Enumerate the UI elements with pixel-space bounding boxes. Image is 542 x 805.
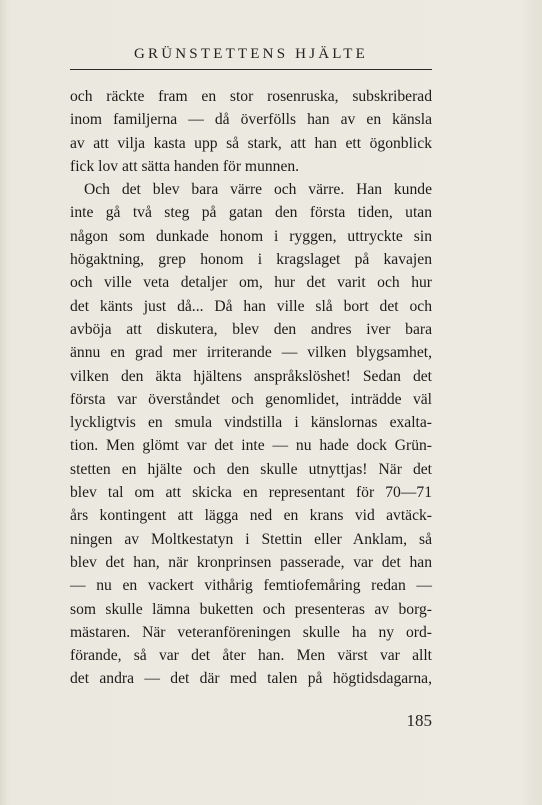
header-rule (70, 69, 432, 70)
text-line: lyckligtvis en smula vindstilla i känslornas exalta- (70, 414, 432, 432)
text-line: inte gå två steg på gatan den första tiden, utan (70, 204, 432, 222)
text-line: fick lov att sätta handen för munnen. (70, 157, 300, 175)
text-line: av att vilja kasta upp så stark, att han ett ögonblick (70, 134, 432, 152)
text-line: och ville veta detaljer om, hur det varit och hur (70, 274, 432, 292)
text-line: ännu en grad mer irriterande — vilken blygsamhet, (70, 344, 432, 362)
text-line: högaktning, grep honom i kragslaget på kavajen (70, 251, 432, 269)
text-line: stetten en hjälte och den skulle utnyttjas! När det (70, 460, 432, 478)
text-line: — nu en vackert vithårig femtiofemåring redan — (70, 577, 432, 595)
text-line: inom familjerna — då överfölls han av en känsla (70, 111, 432, 129)
text-line: mästaren. När veteranföreningen skulle ha ny ord- (70, 623, 432, 641)
page-number: 185 (406, 711, 432, 730)
text-line: vilken den äkta hjältens anspråkslöshet! Sedan det (70, 367, 432, 385)
text-line: avböja att diskutera, blev den andres iver bara (70, 320, 432, 338)
text-line: blev det han, när kronprinsen passerade, var det han (70, 553, 432, 571)
text-line: blev tal om att skicka en representant för 70—71 (70, 484, 432, 502)
text-line: tion. Men glömt var det inte — nu hade dock Grün- (70, 437, 432, 455)
text-line: förande, så var det åter han. Men värst var allt (70, 647, 432, 665)
text-line: som skulle lämna buketten och presenteras av borg- (70, 600, 432, 618)
text-line: ningen av Moltkestatyn i Stettin eller Anklam, så (70, 530, 432, 548)
body-text (70, 85, 432, 691)
text-line: det andra — det där med talen på högtidsdagarna, (70, 670, 432, 688)
text-line: det känts just då... Då han ville slå bort det och (70, 297, 432, 315)
text-line: någon som dunkade honom i ryggen, uttryckte sin (70, 227, 432, 245)
text-line: års kontingent att lägga ned en krans vid avtäck- (70, 507, 432, 525)
running-title: GRÜNSTETTENS HJÄLTE (134, 46, 368, 62)
text-line: Och det blev bara värre och värre. Han kunde (84, 181, 432, 199)
text-line: och räckte fram en stor rosenruska, subskriberad (70, 88, 432, 105)
text-line: första var överståndet och genomlidet, inträdde väl (70, 390, 432, 408)
